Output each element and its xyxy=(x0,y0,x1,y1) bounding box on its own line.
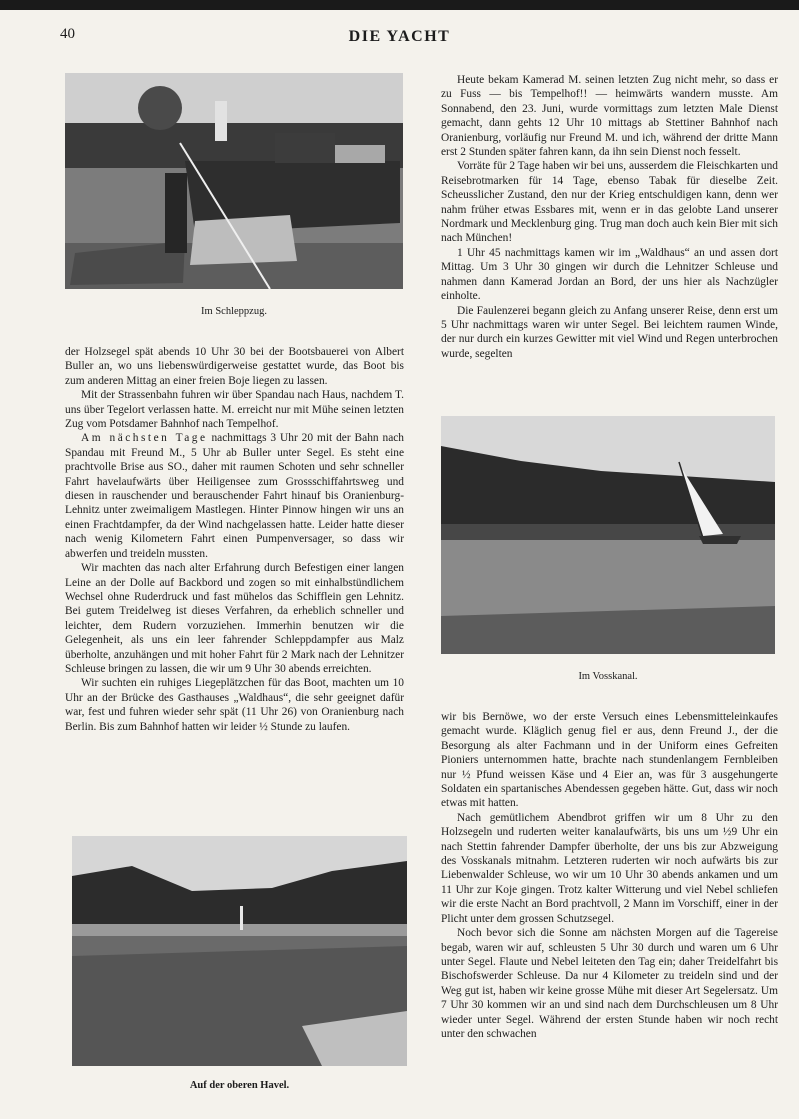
paragraph: der Holzsegel spät abends 10 Uhr 30 bei der Bootsbauerei von Albert Buller an, wo uns liebenswürdigerweise gestattet wurde, das Boot bis zum anderen Mittag an einer freien Boje liegen zu lassen. xyxy=(65,346,404,387)
paragraph: Die Faulenzerei begann gleich zu Anfang unserer Reise, denn erst um 5 Uhr nachmittags waren wir unter Segel. Bei leichtem raumen Winde, der nur durch ein kurzes Gewitter mit viel Wind und Regen unterbrochen wurde, segelten xyxy=(441,304,778,360)
paragraph xyxy=(65,431,404,561)
figure-caption: Im Vosskanal. xyxy=(578,671,638,682)
figure-schleppzug-photo xyxy=(65,73,403,289)
figure-vosskanal-photo xyxy=(441,416,775,654)
right-column-lower xyxy=(441,710,778,1041)
left-column-upper xyxy=(65,345,404,734)
paragraph: Mit der Strassenbahn fuhren wir über Spandau nach Haus, nachdem T. uns über Tegelort verlassen hatte. M. erreicht nur mit Mühe seinen letzten Zug vom Potsdamer Bahnhof nach Tempelhof. xyxy=(65,389,404,431)
sailing-barge-tow-icon xyxy=(65,73,403,289)
page-number: 40 xyxy=(60,26,75,42)
paragraph: 1 Uhr 45 nachmittags kamen wir im „Waldhaus“ an und assen dort Mittag. Um 3 Uhr 30 gingen wir durch die Lehnitzer Schleuse und nahmen dann Kamerad Jordan an Bord, der uns hier als Nachzügler einholte. xyxy=(441,246,778,303)
paragraph-body: nachmittags 3 Uhr 20 mit der Bahn nach Spandau mit Freund M., 5 Uhr ab Buller unter Segel. Es steht eine prachtvolle Brise aus SO., daher mit raumen Schoten und sehr schneller Fahrt havelaufwärts über Heiligensee zum Grossschiffahrtsweg und diesen in rauschender und berauschender Fahrt hinauf bis Oranienburg-Lehnitz unter zweimaligem Mastlegen. Hinter Pinnow hingen wir uns an einen Frachtdampfer, da der Wind nachgelassen hatte. Leider hatte dieser nach wenig Kilometern Fahrt einen Pumpenversager, so dass wir abwerfen und treideln mussten. xyxy=(65,432,404,560)
paragraph: Wir machten das nach alter Erfahrung durch Befestigen einer langen Leine an der Dolle auf Backbord und zogen so mit einhalbstündlichem Wechsel ohne Ruderdruck und fast mühelos das Schifflein gen Lehnitz. Bei gutem Treidelweg ist dieses Verfahren, da erheblich schneller und leichter, dem Rudern vorzuziehen. Immerhin benutzen wir die Gelegenheit, als uns ein leer fahrender Schleppdampfer aus Malz überholte, anzuhängen und mit hoher Fahrt für 2 Mark nach der Lehnitzer Schleuse bringen zu lassen, die wir um 9 Uhr 30 abends erreichten. xyxy=(65,562,404,675)
figure-caption: Im Schleppzug. xyxy=(201,306,267,317)
spaced-lead-in: Am nächsten Tage xyxy=(81,432,208,445)
paragraph: Vorräte für 2 Tage haben wir bei uns, ausserdem die Fleischkarten und Reisebrotmarken für 14 Tage, ebenso Tabak für dieselbe Zeit. Scheusslicher Zustand, den nur der Krieg entschuldigen kann, denn wer nahm früher etwas Essbares mit, wenn er in das gelobte Land unserer Nordmark und Mecklenburg ging. Trug man doch auch kein Bier mit sich nach München! xyxy=(441,160,778,245)
paragraph: Nach gemütlichem Abendbrot griffen wir um 8 Uhr zu den Holzsegeln und ruderten weiter kanalaufwärts, bis uns um ½9 Uhr ein nach Stettin fahrender Dampfer überholte, der uns bis zur Abzweigung des Vosskanals mitnahm. Letzteren ruderten wir noch aufwärts bis zur Liebenwalder Schleuse, wo wir um 10 Uhr 30 abends ankamen und um 11 Uhr zur Koje gingen. Trotz kalter Witterung und viel Nebel schliefen wir die erste Nacht an Bord prachtvoll, 2 Mann im Vorschiff, einer in der Plicht unter dem grossen Schutzsegel. xyxy=(441,811,778,925)
journal-title: DIE YACHT xyxy=(348,28,451,45)
river-reeds-icon xyxy=(72,836,407,1066)
figure-caption: Auf der oberen Havel. xyxy=(189,1080,290,1091)
page-top-border xyxy=(0,0,799,10)
sailboat-canal-icon xyxy=(441,416,775,654)
figure-obere-havel-photo xyxy=(72,836,407,1066)
paragraph: Heute bekam Kamerad M. seinen letzten Zug nicht mehr, so dass er zu Fuss — bis Tempelhof!! — heimwärts wandern musste. Am Sonnabend, den 23. Juni, wurde vormittags zum letzten Male Dienst gemacht, dann gehts 12 Uhr 10 mittags ab Stettiner Bahnhof nach Oranienburg, vorläufig nur Freund M. und ich, während der dritte Mann erst 2 Stunden später fahren kann, da ihn sein Dienst noch fesselt. xyxy=(441,74,778,159)
right-column-upper xyxy=(441,73,778,361)
paragraph: wir bis Bernöwe, wo der erste Versuch eines Lebensmitteleinkaufes gemacht wurde. Kläglich genug fiel er aus, denn Freund J., der die Besorgung als alter Fachmann und in der Uniform eines Gefreiten Pioniers unternommen hatte, brachte nach stundenlangem Fernbleiben nur ½ Pfund weissen Käse und 4 Eier an, was für 3 ausgehungerte Soldaten ein spartanisches Abendessen gegeben hätte. Gut, dass wir noch etwas mit hatten. xyxy=(441,711,778,810)
paragraph: Noch bevor sich die Sonne am nächsten Morgen auf die Tagereise begab, waren wir auf, schleusten 5 Uhr 30 durch und waren um 6 Uhr unter Segel. Flaute und Nebel leiteten den Tag ein; daher Treidelfahrt bis Bischofswerder Schleuse. Da nur 4 Kilometer zu treideln sind und der Weg gut ist, haben wir keine grosse Mühe mit dieser Art Segelersatz. Um 7 Uhr 30 kommen wir an und sind nach dem Durchschleusen um 8 Uhr wieder unter Segel. Während der ersten Stunde haben wir noch recht unter den schwachen xyxy=(441,927,778,1040)
paragraph: Wir suchten ein ruhiges Liegeplätzchen für das Boot, machten um 10 Uhr an der Brücke des Gasthauses „Waldhaus“, die sehr geeignet dafür war, fest und fuhren wieder sehr spät (11 Uhr 26) von Oranienburg nach Berlin. Bis zum Bahnhof hatten wir leider ½ Stunde zu laufen. xyxy=(65,677,404,733)
